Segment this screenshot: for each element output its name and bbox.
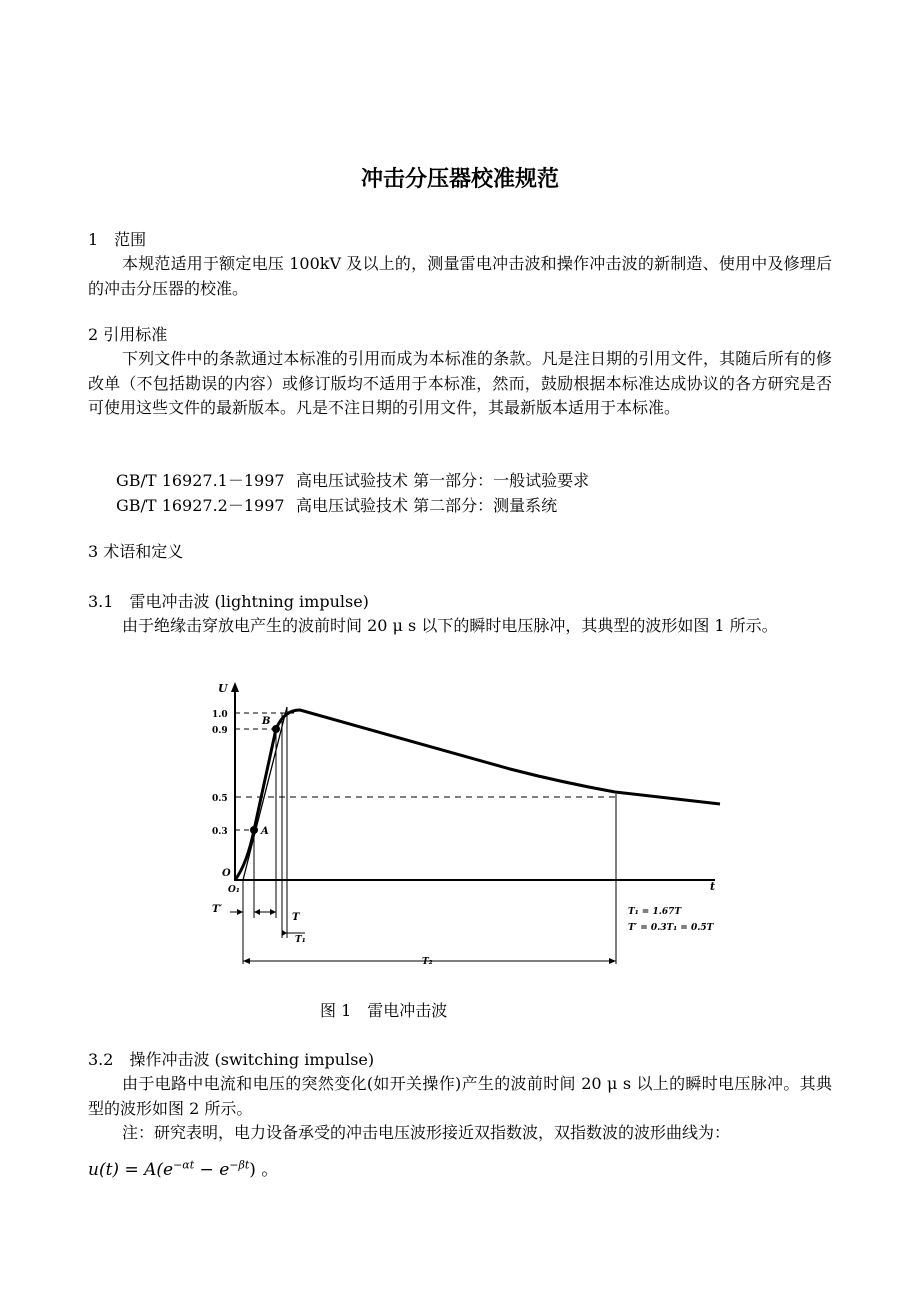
lightning-impulse-chart (200, 676, 730, 976)
y-tick-label: 0.5 (212, 794, 228, 804)
y-axis-label: U (218, 682, 228, 695)
reference-title: 高电压试验技术 第一部分：一般试验要求 (296, 471, 590, 490)
x-axis-label: t (710, 880, 716, 893)
figure-1-caption: 图 1 雷电冲击波 (320, 1001, 448, 1020)
section-2-heading: 2 引用标准 (88, 325, 168, 344)
arrowhead (254, 909, 260, 915)
t-label: T (292, 912, 300, 923)
section-3-heading: 3 术语和定义 (88, 542, 184, 561)
section-3-2-heading: 3.2 操作冲击波 (switching impulse) (88, 1050, 375, 1069)
reference-item (116, 493, 557, 516)
section-1-heading: 1 范围 (88, 230, 147, 249)
y-tick-label: 1.0 (212, 710, 228, 720)
front-line (243, 707, 287, 880)
arrowhead (270, 909, 276, 915)
section-3-1-body: 由于绝缘击穿放电产生的波前时间 20 μ s 以下的瞬时电压脉冲，其典型的波形如图 1 所示。 (122, 616, 778, 635)
impulse-waveform (235, 710, 720, 880)
formula-rhs: ) 。 (249, 1160, 279, 1180)
section-3-1-heading: 3.1 雷电冲击波 (lightning impulse) (88, 592, 369, 611)
formula-exponent-beta: −βt (229, 1158, 250, 1172)
arrowhead (282, 930, 287, 936)
arrowhead (243, 958, 250, 964)
figure-1 (200, 676, 730, 980)
reference-std: GB/T 16927.1－1997 (116, 471, 285, 490)
y-axis-arrow (231, 682, 239, 692)
figure-equation-2: T′ = 0.3T₁ = 0.5T (628, 923, 714, 933)
point-a-label: A (261, 826, 269, 837)
formula-lhs: u(t) = A(e (88, 1160, 174, 1180)
y-tick-label: 0.3 (212, 827, 228, 837)
point-b-label: B (262, 716, 271, 727)
formula-exponent-alpha: −αt (173, 1158, 195, 1172)
t-prime-label: T′ (212, 904, 223, 915)
t1-label: T₁ (295, 935, 306, 945)
double-exponential-formula (88, 1155, 278, 1180)
section-3-2-note: 注：研究表明，电力设备承受的冲击电压波形接近双指数波，双指数波的波形曲线为： (122, 1123, 731, 1142)
arrowhead (609, 958, 616, 964)
y-tick-label: 0.9 (212, 726, 228, 736)
section-2-body: 下列文件中的条款通过本标准的引用而成为本标准的条款。凡是注日期的引用文件，其随后所有的修改单（不包括勘误的内容）或修订版均不适用于本标准，然而，鼓励根据本标准达成协议的各方研究是否可使用这些文件的最新版本。凡是不注日期的引用文件，其最新版本适用于本标准。 (88, 349, 832, 417)
formula-mid: − e (194, 1160, 230, 1180)
figure-equation-1: T₁ = 1.67T (628, 907, 682, 917)
reference-title: 高电压试验技术 第二部分：测量系统 (296, 496, 558, 515)
reference-std: GB/T 16927.2－1997 (116, 496, 285, 515)
document-title: 冲击分压器校准规范 (360, 167, 559, 192)
origin-label: O (222, 868, 231, 879)
section-1-body: 本规范适用于额定电压 100kV 及以上的，测量雷电冲击波和操作冲击波的新制造、使用中及修理后的冲击分压器的校准。 (88, 254, 832, 298)
origin1-label: O₁ (228, 885, 240, 895)
arrowhead (237, 909, 243, 915)
section-3-2-body: 由于电路中电流和电压的突然变化(如开关操作)产生的波前时间 20 μ s 以上的瞬时电压脉冲。其典型的波形如图 2 所示。 (88, 1074, 832, 1118)
reference-item (116, 468, 589, 491)
t2-label: T₂ (422, 957, 433, 967)
